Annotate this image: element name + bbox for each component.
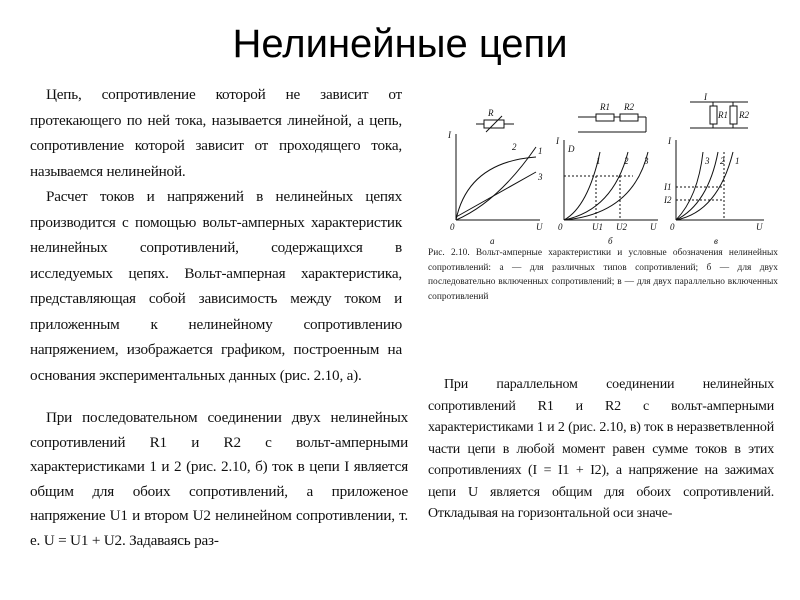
paragraph-series-connection (30, 406, 408, 553)
label-r1-c: R1 (718, 110, 728, 120)
label-axis-u-b: U (650, 222, 657, 232)
label-d-b: D (568, 144, 575, 154)
label-curve-c-2: 2 (720, 156, 725, 166)
label-curve-c-1: 1 (735, 156, 740, 166)
label-resistor-a: R (488, 108, 494, 118)
label-axis-i-a: I (448, 130, 451, 140)
figure-svg (428, 92, 778, 247)
resistor-c1 (710, 106, 717, 124)
curve-c-2 (676, 152, 718, 220)
figure-volt-ampere (428, 92, 778, 247)
label-origin-b: 0 (558, 222, 563, 232)
label-curve-b-3: 3 (644, 156, 649, 166)
label-curve-a-3: 3 (538, 172, 543, 182)
slide-title: Нелинейные цепи (232, 22, 568, 66)
resistor-c2 (730, 106, 737, 124)
label-i-c: I (704, 92, 707, 102)
label-panel-a: а (490, 236, 495, 246)
label-i2-c: I2 (664, 195, 672, 205)
label-axis-u-a: U (536, 222, 543, 232)
label-axis-i-b: I (556, 136, 559, 146)
label-curve-b-2: 2 (624, 156, 629, 166)
label-panel-c: в (714, 236, 718, 246)
label-r2-b: R2 (624, 102, 634, 112)
label-origin-a: 0 (450, 222, 455, 232)
label-curve-a-2: 2 (512, 142, 517, 152)
resistor-b1 (596, 114, 614, 121)
label-curve-a-1: 1 (538, 146, 543, 156)
label-axis-u-c: U (756, 222, 763, 232)
paragraph-text: Цепь, сопротивление которой не зависит от протекающего по ней тока, называется линейной, а цепь, сопротивление которой зависит от проходящего тока, называемся нелинейной. (30, 86, 402, 180)
paragraph-text: При последовательном соединении двух нелинейных сопротивлений R1 и R2 с вольт-амперными характеристиками 1 и 2 (рис. 2.10, б) ток в цепи I является общим для обоих сопротивлений, а приложеное напряжение U1 и втором U2 нелинейном сопротивлении, т. е. U = U1 + U2. Задаваясь раз- (30, 409, 408, 549)
paragraph-linear-definition (30, 82, 402, 388)
label-origin-c: 0 (670, 222, 675, 232)
label-axis-i-c: I (668, 136, 671, 146)
paragraph-text: При параллельном соединении нелинейных сопротивлений R1 и R2 с вольт-амперными характеристиками 1 и 2 (рис. 2.10, в) ток в неразветвленной части цепи в любой момент равен сумме токов в этих сопротивлениях (I = I1 + I2), а напряжение на зажимах цепи U является общим для обоих сопротивлений. Откладывая на горизонтальной оси значе- (428, 377, 774, 521)
figure-caption: Рис. 2.10. Вольт-амперные характеристики и условные обозначения нелинейных сопротивлений: а — для различных типов сопротивлений; б — для двух последовательно включенных сопротивлений; в — для двух параллельно включенных сопротивлений (428, 248, 778, 302)
label-curve-c-3: 3 (705, 156, 710, 166)
label-r1-b: R1 (600, 102, 610, 112)
label-r2-c: R2 (739, 110, 749, 120)
paragraph-parallel-connection (428, 374, 774, 525)
label-i1-c: I1 (664, 182, 672, 192)
curve-a-3 (456, 172, 536, 217)
paragraph-text: Расчет токов и напряжений в нелинейных цепях производится с помощью вольт-амперных характеристик нелинейных сопротивлений, содержащихся в исследуемых цепях. Вольт-амперная характеристика, представляющая собой зависимость между током и приложенным к нелинейному сопротивлению напряжением, изображается графиком, построенным на основания экспериментальных данных (рис. 2.10, а). (30, 188, 402, 384)
label-u2-b: U2 (616, 222, 627, 232)
curve-b-1 (564, 152, 600, 220)
label-curve-b-1: 1 (596, 156, 601, 166)
label-u1-b: U1 (592, 222, 603, 232)
label-panel-b: б (608, 236, 613, 246)
resistor-b2 (620, 114, 638, 121)
